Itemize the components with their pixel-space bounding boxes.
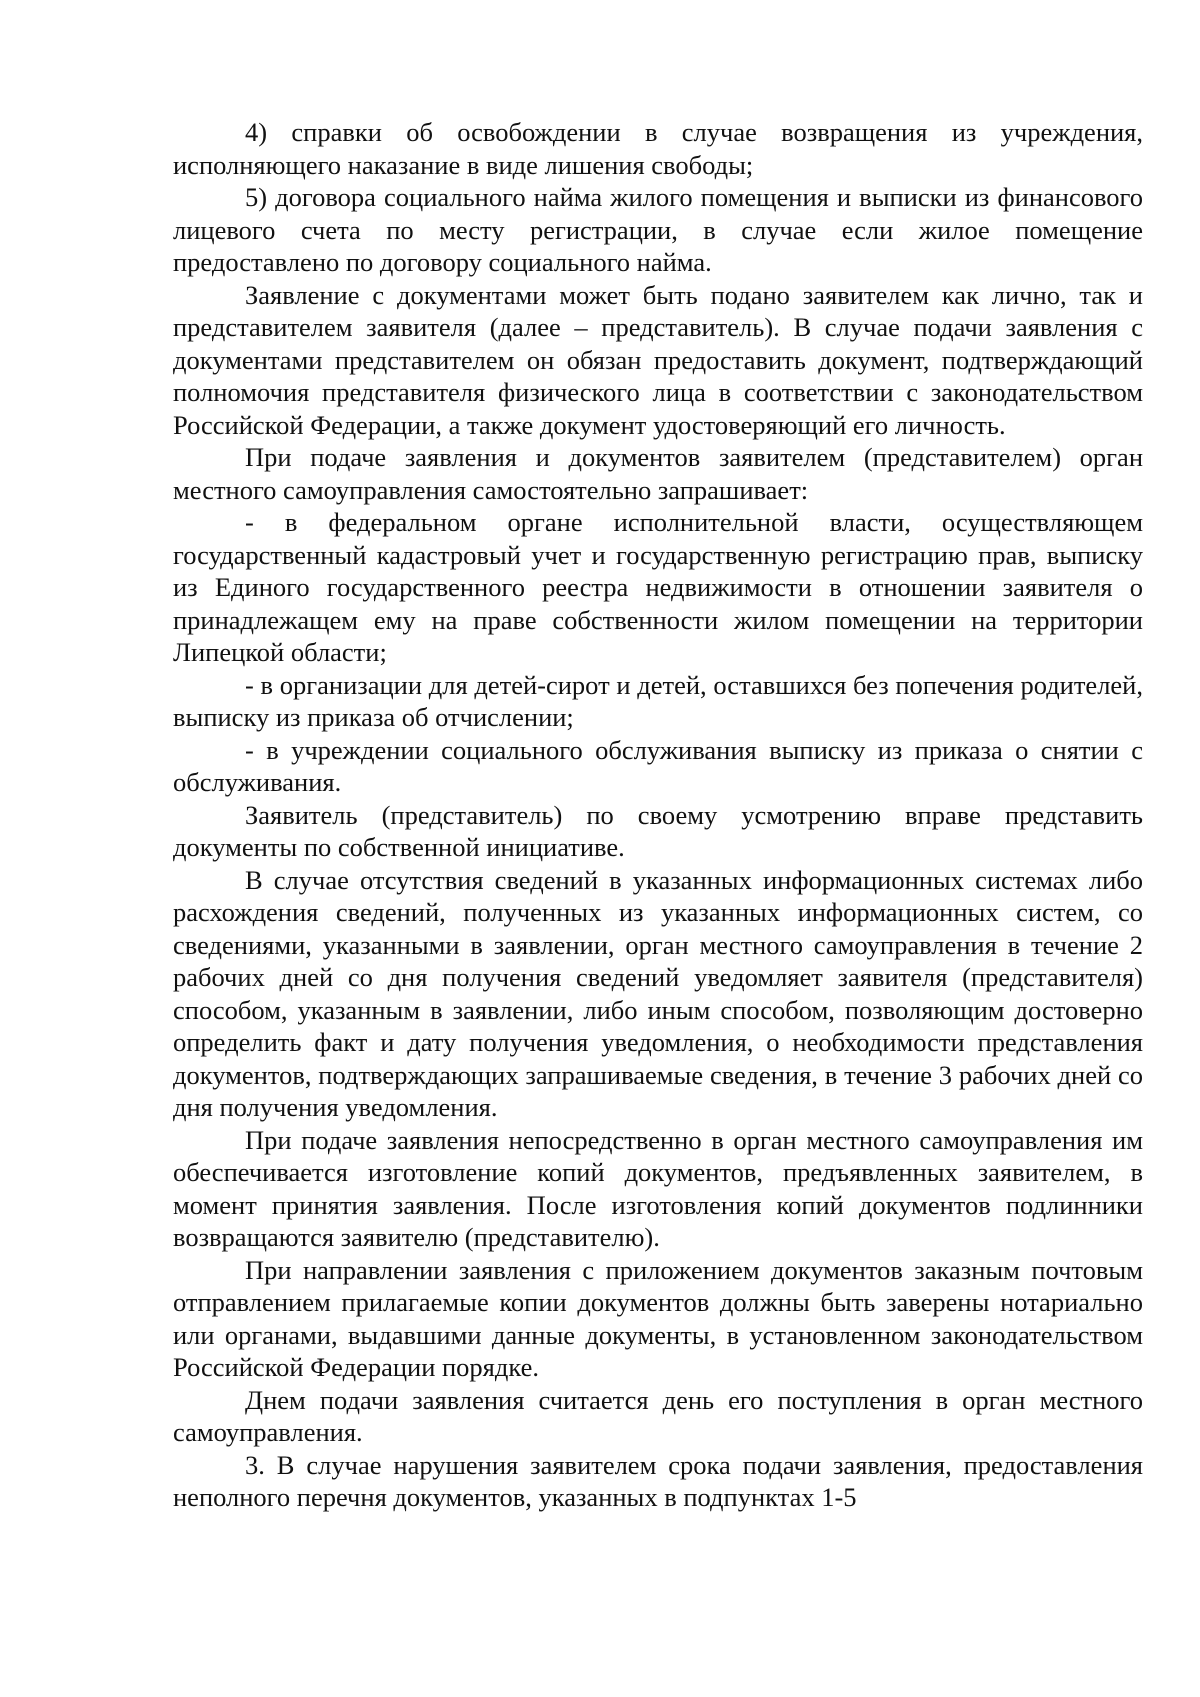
paragraph-request-intro: При подаче заявления и документов заявителем (представителем) орган местного самоуправления самостоятельно запрашивает: [173, 442, 1143, 505]
paragraph-request-orphans: - в организации для детей-сирот и детей, оставшихся без попечения родителей, выписку из приказа об отчислении; [173, 669, 1143, 732]
paragraph-discrepancy: В случае отсутствия сведений в указанных информационных системах либо расхождения сведений, полученных из указанных информационных систем, со сведениями, указанными в заявлении, орган местного самоуправления в течение 2 рабочих дней со дня получения сведений уведомляет заявителя (представителя) способом, указанным в заявлении, либо иным способом, позволяющим достоверно определить факт и дату получения уведомления, о необходимости представления документов, подтверждающих запрашиваемые сведения, в течение 3 рабочих дней со дня получения уведомления. [173, 864, 1143, 1122]
document-page [173, 116, 1143, 1514]
paragraph-copies: При подаче заявления непосредственно в орган местного самоуправления им обеспечивается изготовление копий документов, предъявленных заявителем, в момент принятия заявления. После изготовления копий документов подлинники возвращаются заявителю (представителю). [173, 1124, 1143, 1252]
paragraph-own-initiative: Заявитель (представитель) по своему усмотрению вправе представить документы по собственной инициативе. [173, 799, 1143, 862]
paragraph-request-social: - в учреждении социального обслуживания выписку из приказа о снятии с обслуживания. [173, 734, 1143, 797]
paragraph-item-4: 4) справки об освобождении в случае возвращения из учреждения, исполняющего наказание в виде лишения свободы; [173, 117, 1143, 180]
paragraph-mail: При направлении заявления с приложением документов заказным почтовым отправлением прилагаемые копии документов должны быть заверены нотариально или органами, выдавшими данные документы, в установленном законодательством Российской Федерации порядке. [173, 1254, 1143, 1382]
paragraph-item-5: 5) договора социального найма жилого помещения и выписки из финансового лицевого счета по месту регистрации, в случае если жилое помещение предоставлено по договору социального найма. [173, 182, 1143, 277]
paragraph-violation: 3. В случае нарушения заявителем срока подачи заявления, предоставления неполного перечня документов, указанных в подпунктах 1-5 [173, 1449, 1143, 1512]
paragraph-request-registry: - в федеральном органе исполнительной власти, осуществляющем государственный кадастровый учет и государственную регистрацию прав, выписку из Единого государственного реестра недвижимости в отношении заявителя о принадлежащем ему на праве собственности жилом помещении на территории Липецкой области; [173, 507, 1143, 667]
paragraph-submission-date: Днем подачи заявления считается день его поступления в орган местного самоуправления. [173, 1384, 1143, 1447]
paragraph-representative: Заявление с документами может быть подано заявителем как лично, так и представителем заявителя (далее – представитель). В случае подачи заявления с документами представителем он обязан предоставить документ, подтверждающий полномочия представителя физического лица в соответствии с законодательством Российской Федерации, а также документ удостоверяющий его личность. [173, 279, 1143, 440]
